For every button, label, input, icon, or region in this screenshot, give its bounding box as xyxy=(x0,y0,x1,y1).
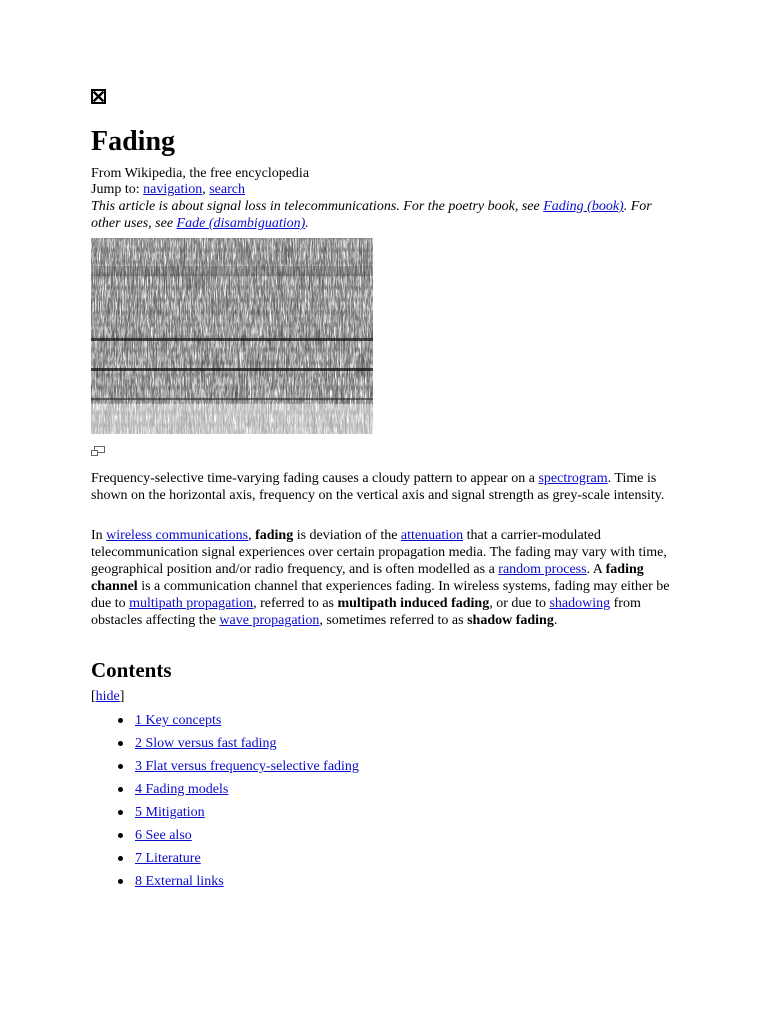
para-text-4: that a carrier-modulated telecommunication signal experiences over certain propagation media. The fading may vary with time, geographical position and/or radio frequency, and is often modelled as a xyxy=(91,528,667,577)
toc-link-flat-vs-selective[interactable]: 3 Flat versus frequency-selective fading xyxy=(135,759,359,774)
toc-link-mitigation[interactable]: 5 Mitigation xyxy=(135,805,205,820)
spectrogram-link[interactable]: spectrogram xyxy=(538,471,608,486)
caption-text-2: . Time is shown on the horizontal axis, frequency on the vertical axis and signal strength as grey-scale intensity. xyxy=(91,471,665,503)
intro-paragraph xyxy=(91,527,681,629)
page-title: Fading xyxy=(91,126,176,157)
toc-link-external-links[interactable]: 8 External links xyxy=(135,874,224,889)
toc-toggle-open: [ xyxy=(91,689,96,704)
toc-item xyxy=(91,755,359,778)
bullet-icon xyxy=(118,787,123,792)
jump-to-label: Jump to: xyxy=(91,182,144,197)
toc-item xyxy=(91,732,359,755)
bullet-icon xyxy=(118,833,123,838)
hatnote xyxy=(91,198,676,232)
toc-toggle xyxy=(91,688,124,705)
para-text-8: , or due to xyxy=(489,596,550,611)
site-subtitle: From Wikipedia, the free encyclopedia xyxy=(91,166,310,181)
toc-link-fading-models[interactable]: 4 Fading models xyxy=(135,782,229,797)
caption-text-1: Frequency-selective time-varying fading causes a cloudy pattern to appear on a xyxy=(91,471,539,486)
toc-item xyxy=(91,709,359,732)
fade-disambiguation-link[interactable]: Fade (disambiguation) xyxy=(176,216,306,231)
random-process-link[interactable]: random process xyxy=(498,562,587,577)
hatnote-text-2: . For other uses, see xyxy=(91,199,652,231)
jump-separator: , xyxy=(202,182,210,197)
image-caption xyxy=(91,470,676,504)
para-text-11: . xyxy=(553,613,558,628)
bold-shadow-fading: shadow fading xyxy=(467,613,554,628)
toc-item xyxy=(91,778,359,801)
toc-item xyxy=(91,801,359,824)
hatnote-text-1: This article is about signal loss in telecommunications. For the poetry book, see xyxy=(91,199,544,214)
bold-fading: fading xyxy=(255,528,294,543)
spectrogram-image[interactable] xyxy=(91,238,373,434)
toc-title: Contents xyxy=(91,658,172,682)
toc-link-slow-vs-fast[interactable]: 2 Slow versus fast fading xyxy=(135,736,277,751)
close-icon xyxy=(93,91,104,102)
para-text-6: is a communication channel that experiences fading. In wireless systems, fading may either be due to xyxy=(91,579,670,611)
bullet-icon xyxy=(118,741,123,746)
jump-to-line xyxy=(91,181,245,198)
multipath-propagation-link[interactable]: multipath propagation xyxy=(129,596,254,611)
bullet-icon xyxy=(118,856,123,861)
enlarge-icon[interactable] xyxy=(91,446,105,456)
para-text-5: . A xyxy=(586,562,606,577)
bullet-icon xyxy=(118,764,123,769)
toc-link-literature[interactable]: 7 Literature xyxy=(135,851,201,866)
fading-book-link[interactable]: Fading (book) xyxy=(543,199,624,214)
para-text-9: from obstacles affecting the xyxy=(91,596,641,628)
toc-toggle-close: ] xyxy=(119,689,125,704)
bullet-icon xyxy=(118,810,123,815)
bold-fading-channel: fading channel xyxy=(91,562,644,594)
broken-image-icon[interactable] xyxy=(91,89,106,104)
toc-item xyxy=(91,847,359,870)
para-text-10: , sometimes referred to as xyxy=(319,613,468,628)
toc-link-key-concepts[interactable]: 1 Key concepts xyxy=(135,713,222,728)
bullet-icon xyxy=(118,718,123,723)
toc-item xyxy=(91,824,359,847)
toc-list xyxy=(91,709,359,893)
toc-item xyxy=(91,870,359,893)
shadowing-link[interactable]: shadowing xyxy=(549,596,611,611)
wireless-communications-link[interactable]: wireless communications xyxy=(106,528,249,543)
hatnote-text-3: . xyxy=(305,216,309,231)
jump-navigation-link[interactable]: navigation xyxy=(143,182,203,197)
wave-propagation-link[interactable]: wave propagation xyxy=(219,613,320,628)
para-text-3: is deviation of the xyxy=(293,528,401,543)
attenuation-link[interactable]: attenuation xyxy=(400,528,464,543)
toc-hide-link[interactable]: hide xyxy=(95,689,120,704)
jump-search-link[interactable]: search xyxy=(209,182,245,197)
para-text-7: , referred to as xyxy=(253,596,338,611)
para-text-2: , xyxy=(248,528,256,543)
bold-multipath-induced-fading: multipath induced fading xyxy=(337,596,490,611)
bullet-icon xyxy=(118,879,123,884)
para-text-1: In xyxy=(91,528,107,543)
toc-link-see-also[interactable]: 6 See also xyxy=(135,828,192,843)
